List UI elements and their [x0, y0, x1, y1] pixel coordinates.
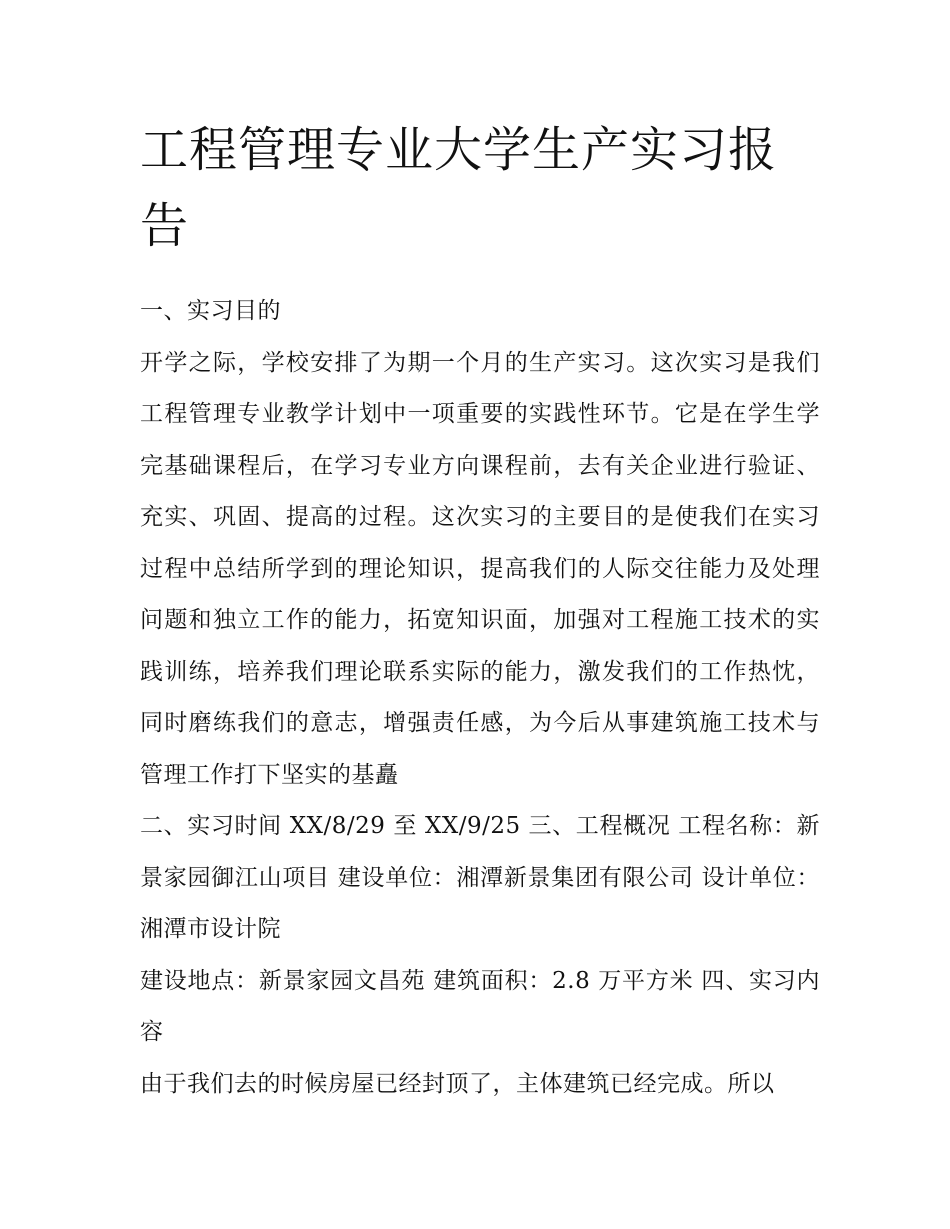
section-heading-purpose: 一、实习目的 — [140, 298, 281, 324]
paragraph-purpose-body: 开学之际，学校安排了为期一个月的生产实习。这次实习是我们工程管理专业教学计划中一项重要的实践性环节。它是在学生学完基础课程后，在学习专业方向课程前，去有关企业进行验证、充实、巩固、提高的过程。这次实习的主要目的是使我们在实习过程中总结所学到的理论知识，提高我们的人际交往能力及处理问题和独立工作的能力，拓宽知识面，加强对工程施工技术的实践训练，培养我们理论联系实际的能力，激发我们的工作热忱，同时磨练我们的意志，增强责任感，为今后从事建筑施工技术与管理工作打下坚实的基矗 — [140, 349, 820, 788]
document-page — [140, 112, 820, 1110]
document-title: 工程管理专业大学生产实习报告 — [140, 122, 778, 254]
paragraph-location-area: 建设地点：新景家园文昌苑 建筑面积：2.8 万平方米 四、实习内容 — [140, 967, 820, 1045]
paragraph-time-and-overview: 二、实习时间 XX/8/29 至 XX/9/25 三、工程概况 工程名称：新景家园御江山项目 建设单位：湘潭新景集团有限公司 设计单位：湘潭市设计院 — [140, 813, 820, 942]
paragraph-content-start: 由于我们去的时候房屋已经封顶了，主体建筑已经完成。所以 — [140, 1070, 775, 1097]
